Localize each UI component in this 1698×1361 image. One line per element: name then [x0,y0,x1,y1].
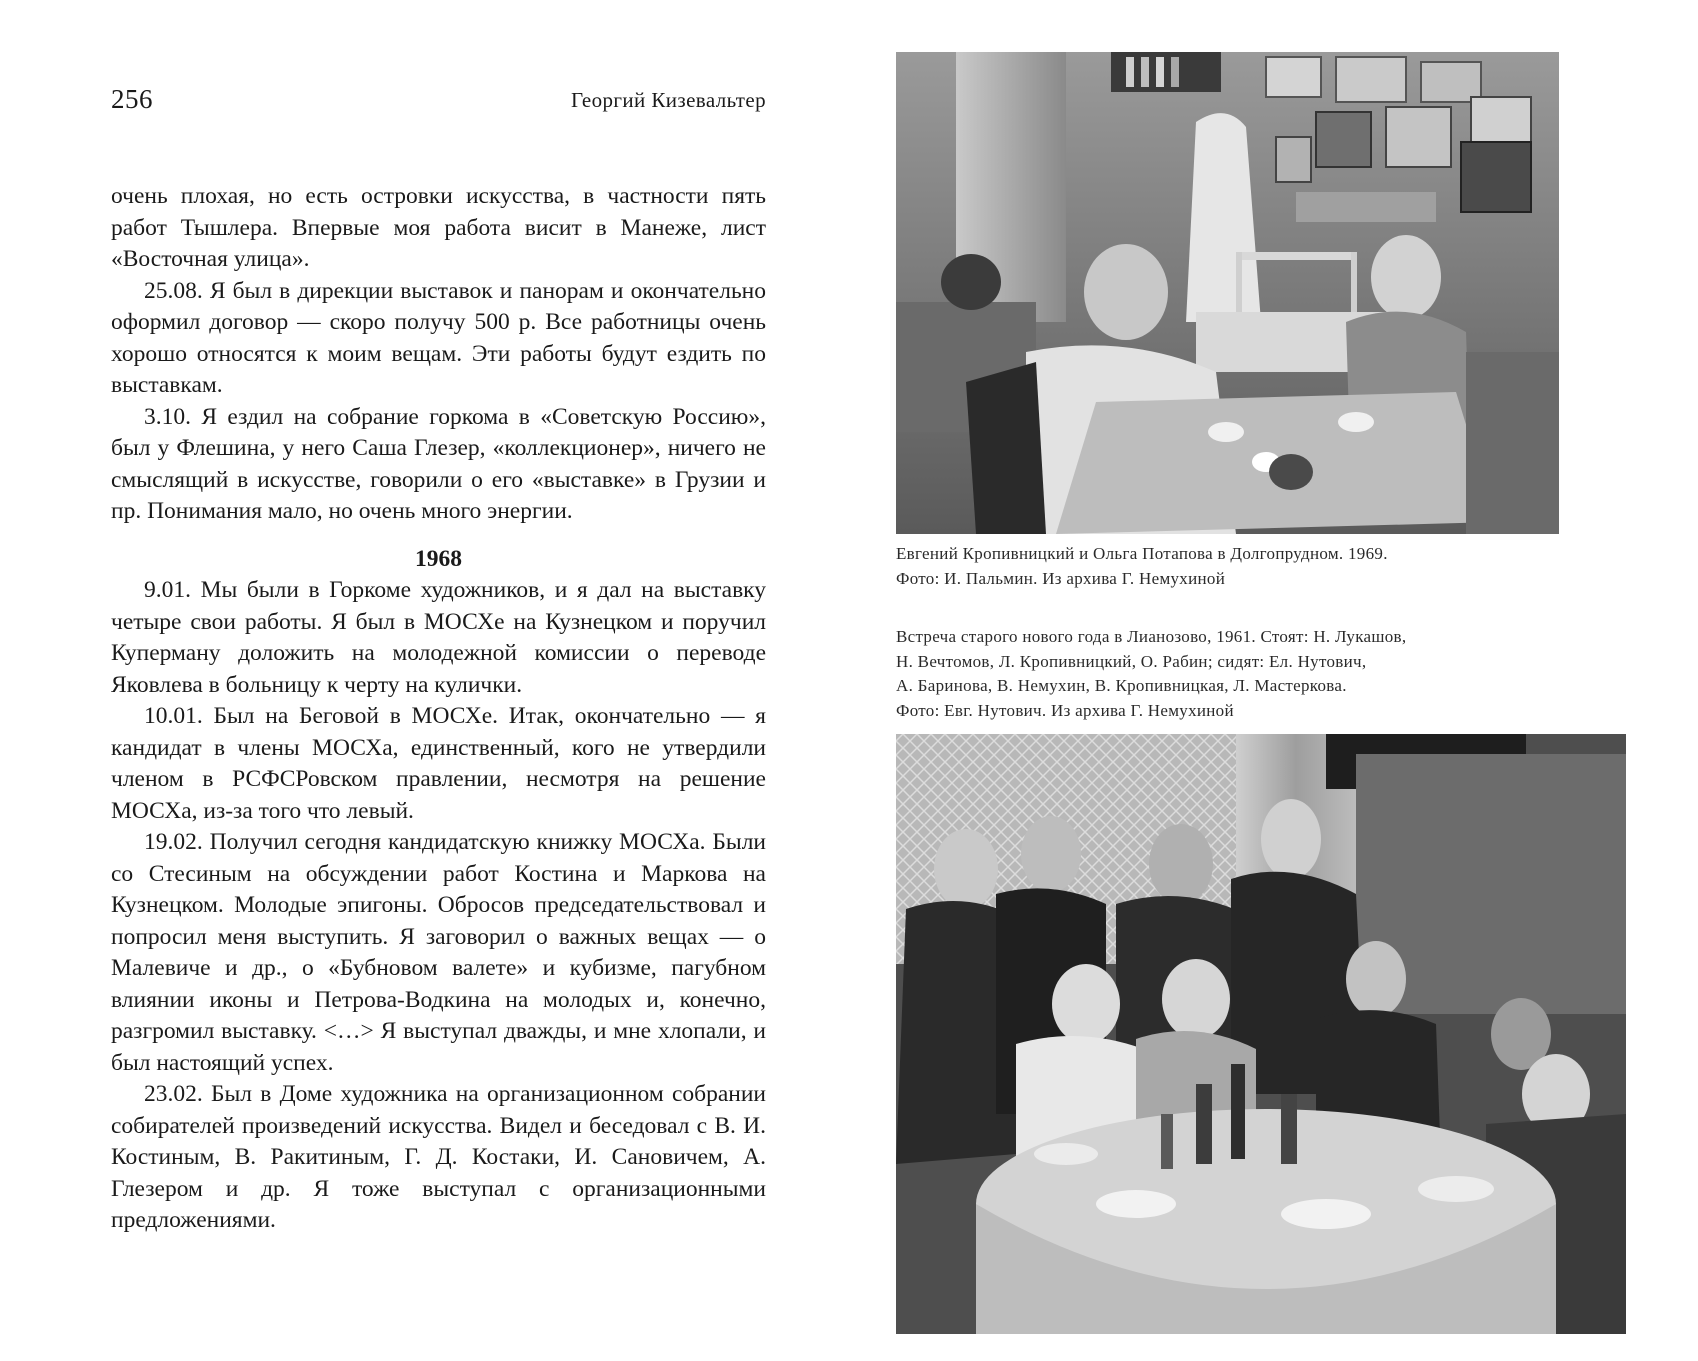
caption-top-line: Евгений Кропивницкий и Ольга Потапова в Долгопрудном. 1969. [896,544,1388,563]
caption-bottom-line: Н. Вечтомов, Л. Кропивницкий, О. Рабин; сидят: Ел. Нутович, [896,651,1367,671]
running-head: Георгий Кизевальтер [570,88,766,112]
caption-top-line: Фото: И. Пальмин. Из архива Г. Немухиной [896,568,1226,588]
photo-kropivnitsky-potapova [896,52,1559,534]
caption-top [896,542,1616,591]
paragraph-1968-1: 9.01. Мы были в Горкоме художников, и я дал на выставку четыре свои работы. Я был в МОСХе на Кузнецком и поручил Куперману доложить на молодежной комиссии о переводе Яковлева в больницу к черту на кулички. [111,577,766,698]
paragraph-1968-4: 23.02. Был в Доме художника на организационном собрании собирателей произведений искусства. Видел и беседовал с В. И. Костиным, В. Ракитиным, Г. Д. Костаки, И. Сановичем, А. Глезером и др. Я тоже выступал с организационными предложениями. [111,1081,766,1233]
paragraph-1967-1: очень плохая, но есть островки искусства, в частности пять работ Тышлера. Впервые моя работа висит в Манеже, лист «Восточная улица». [111,183,766,272]
caption-bottom [896,625,1616,723]
paragraph-1967-2: 25.08. Я был в дирекции выставок и панорам и окончательно оформил договор — скоро получу 500 р. Все работницы очень хорошо относятся к моим вещам. Эти работы будут ездить по выставкам. [111,277,766,398]
year-heading: 1968 [415,545,462,572]
page-number: 256 [111,84,153,114]
caption-bottom-line: Встреча старого нового года в Лианозово, 1961. Стоят: Н. Лукашов, [896,627,1407,646]
photo-kropivnitsky-potapova-image [896,52,1559,534]
caption-bottom-line: А. Баринова, В. Немухин, В. Кропивницкая, Л. Мастеркова. [896,676,1347,695]
caption-bottom-line: Фото: Евг. Нутович. Из архива Г. Немухиной [896,700,1234,720]
paragraph-1968-3: 19.02. Получил сегодня кандидатскую книжку МОСХа. Были со Стесиным на обсуждении работ Костина и Маркова на Кузнецком. Молодые эпигоны. Обросов председательствовал и попросил меня выступить. Я заговорил о важных вещах — о Малевиче и др., о «Бубновом валете» и кубизме, пагубном влиянии иконы и Петрова-Водкина на молодых и, конечно, разгромил выставку. <…> Я выступал дважды, и мне хлопали, и был настоящий успех. [111,829,766,1076]
paragraph-1967-3: 3.10. Я ездил на собрание горкома в «Советскую Россию», был у Флешина, у него Саша Глезер, «коллекционер», ничего не смыслящий в искусстве, говорили о его «выставке» в Грузии и пр. Понимания мало, но очень много энергии. [111,403,766,524]
body-text [111,181,766,1237]
photo-lianozovo-1961 [896,734,1626,1334]
paragraph-1968-2: 10.01. Был на Беговой в МОСХе. Итак, окончательно — я кандидат в члены МОСХа, единственный, кого не утвердили членом в РСФСРовском правлении, несмотря на решение МОСХа, из-за того что левый. [111,703,766,824]
photo-lianozovo-1961-image [896,734,1626,1334]
